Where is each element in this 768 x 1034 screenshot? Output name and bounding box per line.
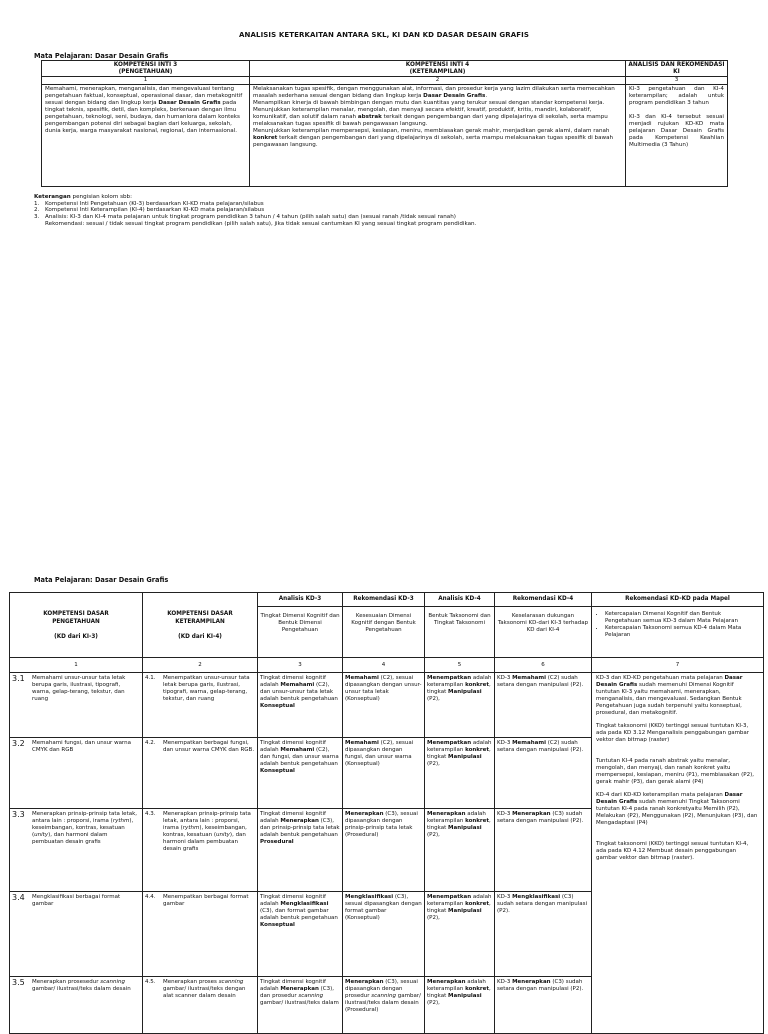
subheader: Bentuk Taksonomi dan Tingkat Taksonomi	[425, 607, 495, 658]
kd3-cell	[10, 673, 143, 738]
recommendation-paragraph: KD-3 dan KD-KD pengetahuan mata pelajaran Dasar Desain Grafis sudah memenuhi Dimensi Kognitif tuntutan KI-3 yaitu memahami, menerapkan, menganalisis, dan mengevaluasi. Sedangkan Bentuk Pengetahuan juga sudah terpenuhi yaitu konseptual, prosedural, dan metakognitif.	[596, 675, 743, 716]
analysis-kd4-cell	[425, 892, 495, 977]
kd4-cell-text: Menerapkan proses scanning gambar/ ilustrasi/teks dengan alat scanner dalam desain	[163, 979, 246, 999]
column-number: 2	[250, 77, 626, 84]
kd4-cell-text: Menempatkan berbagai fungsi, dan unsur warna CMYK dan RGB.	[163, 740, 255, 753]
recommendation-paragraph: Tingkat taksonomi (KKO) tertinggi sesuai tuntutan KI-4, ada pada KD 4.12 Membuat desain penggabungan gambar vektor dan bitmap (raster).	[596, 840, 749, 861]
kd4-cell	[143, 977, 258, 1034]
kd3-cell	[10, 738, 143, 809]
kd3-cell-number: 3.3	[12, 810, 25, 819]
kd4-cell-text: Menempatkan unsur-unsur tata letak berupa garis, ilustrasi, tipografi, warna, gelap-terang, tekstur, dan ruang	[163, 675, 250, 702]
kd3-cell-text: Mengklasifikasi berbagai format gambar	[32, 894, 121, 907]
paragraph: Menampilkan kinerja di bawah bimbingan dengan mutu dan kuantitas yang terukur sesuai dengan standar kompetensi kerja.	[253, 99, 605, 106]
recommendation-mapel-header: Rekomendasi KD-KD pada Mapel	[592, 593, 764, 607]
analysis-kd4-cell	[425, 977, 495, 1034]
recommendation-kd4-cell-text: KD-3 Mengklasifikasi (C3) sudah setara dengan manipulasi (P2).	[497, 894, 588, 914]
note-extra: Rekomendasi: sesuai / tidak sesuai tingkat program pendidikan (pilih salah satu), jika tidak sesuai cantumkan KI yang sesuai tingkat program pendidikan.	[45, 220, 477, 227]
analysis-kd4-cell-text: Menempatkan adalah keterampilan konkret, tingkat Manipulasi (P2),	[427, 675, 492, 702]
recommendation-kd3-cell-text: Mengklasifikasi (C3), sesuai dipasangkan dengan format gambar (Konseptual)	[345, 894, 422, 921]
subheader: Keselarasan dukungan Taksonomi KD-dari KI-3 terhadap KD dari KI-4	[495, 607, 592, 658]
column-number: 1	[42, 77, 250, 84]
analysis-kd3-cell	[258, 809, 343, 892]
note-text: Analisis: KI-3 dan KI-4 mata pelajaran untuk tingkat program pendidikan 3 tahun / 4 tahun (pilih salah satu) dan (sesuai ranah /tidak sesuai ranah)	[45, 214, 456, 221]
paragraph: KI-3 dan KI-4 tersebut sesuai menjadi rujukan KD-KD mata pelajaran Dasar Desain Grafis pada Kompetensi Keahlian Multimedia (3 Tahun)	[629, 113, 724, 148]
notes-label: Keterangan	[34, 194, 71, 200]
recommendation-kd3-cell	[343, 977, 425, 1034]
analysis-kd3-cell	[258, 673, 343, 738]
kd3-cell-number: 3.1	[12, 674, 25, 683]
kd3-cell	[10, 977, 143, 1034]
analysis-kd3-cell-text: Tingkat dimensi kognitif adalah Mengklasifikasi (C3), dan format gambar adalah bentuk pengetahuan Konseptual	[260, 894, 338, 928]
kd3-cell	[10, 809, 143, 892]
recommendation-kd3-cell-text: Memahami (C2), sesuai dipasangkan dengan unsur-unsur tata letak (Konseptual)	[345, 675, 422, 702]
kd4-cell	[143, 892, 258, 977]
column-number: 1	[10, 658, 143, 673]
note-number: 1.	[34, 200, 40, 207]
kd3-cell-text: Menerapkan prinsip-prinsip tata letak, antara lain : proporsi, irama (rythm), keseimbangan, kontras, kesatuan (unity), dan harmoni dalam pembuatan desain grafis	[32, 811, 138, 845]
kd4-cell	[143, 673, 258, 738]
kd4-cell-number: 4.2.	[145, 740, 156, 746]
recommendation-kd4-cell-text: KD-3 Menerapkan (C3) sudah setara dengan manipulasi (P2).	[497, 979, 584, 992]
kd4-cell-number: 4.3.	[145, 811, 156, 817]
kd3-cell-number: 3.5	[12, 978, 25, 987]
analysis-kd3-cell	[258, 892, 343, 977]
recommendation-kd4-cell	[495, 892, 592, 977]
subheader: Kesesuaian Dimensi Kognitif dengan Bentuk Pengetahuan	[343, 607, 425, 658]
analysis-kd4-cell	[425, 673, 495, 738]
analysis-kd4-header: Analisis KD-4	[425, 593, 495, 607]
kd4-cell	[143, 738, 258, 809]
notes-section	[34, 194, 734, 228]
analysis-kd4-cell-text: Menerapkan adalah keterampilan konkret, tingkat Manipulasi (P2),	[427, 979, 491, 1006]
analysis-kd3-cell-text: Tingkat dimensi kognitif adalah Menerapkan (C3), dan prosedur scanning gambar/ ilustrasi/teks dalam	[260, 979, 339, 1006]
analysis-kd3-header: Analisis KD-3	[258, 593, 343, 607]
subject-label: Mata Pelajaran: Dasar Desain Grafis	[34, 576, 169, 584]
analysis-kd3-cell	[258, 977, 343, 1034]
kd3-cell-number: 3.2	[12, 739, 25, 748]
column-number: 6	[495, 658, 592, 673]
note-text: Kompetensi Inti Pengetahuan (KI-3) berdasarkan KI-KD mata pelajaran/silabus	[45, 200, 264, 207]
recommendation-kd4-cell-text: KD-3 Menerapkan (C3) sudah setara dengan manipulasi (P2).	[497, 811, 584, 824]
column-number: 2	[143, 658, 258, 673]
recommendation-paragraph: Tingkat taksonomi (KKO) tertinggi sesuai tuntutan KI-3, ada pada KD 3.12 Menganalisis penggabungan gambar vektor dan bitmap (raster)	[596, 723, 750, 744]
note-number: 2.	[34, 207, 40, 214]
ki4-text	[250, 84, 626, 186]
kd4-cell-text: Menerapkan prinsip-prinsip tata letak, antara lain : proporsi, irama (rythm), keseimbangan, kontras, kesatuan (unity), dan harmoni dalam pembuatan desain grafis	[163, 811, 251, 852]
note-item	[34, 201, 734, 208]
kd4-cell	[143, 809, 258, 892]
recommendation-kd4-cell	[495, 738, 592, 809]
notes-label-rest: pengisian kolom sbb:	[70, 194, 132, 200]
analysis-kd3-cell	[258, 738, 343, 809]
kd4-header: KOMPETENSI DASAR KETERAMPILAN (KD dari KI-4)	[143, 593, 258, 658]
recommendation-kd3-cell	[343, 673, 425, 738]
kd3-cell-text: Memahami unsur-unsur tata letak berupa garis, ilustrasi, tipografi, warna, gelap-terang, tekstur, dan ruang	[32, 675, 126, 702]
kd3-cell	[10, 892, 143, 977]
note-item	[34, 214, 734, 221]
ki-analysis-text	[626, 84, 728, 186]
paragraph: Melaksanakan tugas spesifik, dengan menggunakan alat, informasi, dan prosedur kerja yang lazim dilakukan serta memecahkan masalah sederhana sesuai dengan bidang dan lingkup kerja Dasar Desain Grafis.	[253, 85, 615, 99]
column-number: 5	[425, 658, 495, 673]
recommendation-kd4-cell	[495, 673, 592, 738]
kd4-cell-number: 4.4.	[145, 894, 156, 900]
kd3-header: KOMPETENSI DASAR PENGETAHUAN (KD dari KI-3)	[10, 593, 143, 658]
kd4-cell-text: Menempatkan berbagai format gambar	[163, 894, 249, 907]
subheader-list	[592, 607, 764, 658]
kd4-cell-number: 4.5.	[145, 979, 156, 985]
column-number: 4	[343, 658, 425, 673]
analysis-kd3-cell-text: Tingkat dimensi kognitif adalah Memahami (C2), dan fungsi, dan unsur warna adalah bentuk pengetahuan Konseptual	[260, 740, 339, 774]
kd4-cell-number: 4.1.	[145, 675, 156, 681]
subject-label: Mata Pelajaran: Dasar Desain Grafis	[34, 52, 169, 60]
kd-row	[10, 673, 764, 738]
recommendation-kd3-cell-text: Menerapkan (C3), sesuai dipasangkan dengan prosedur scanning gambar/ ilustrasi/teks dalam desain (Prosedural)	[345, 979, 421, 1013]
analysis-kd4-cell	[425, 738, 495, 809]
recommendation-paragraph: KD-4 dari KD-KD keterampilan mata pelajaran Dasar Desain Grafis sudah memenuhi Tingkat Taksonomi tuntutan KI-4 pada ranah konkretyaitu Memilih (P2), Melakukan (P2), Menggunakan (P2), Menunjukan (P3), dan Mengadaptasi (P4)	[596, 792, 758, 826]
recommendation-mapel-cell	[592, 673, 764, 1034]
analysis-kd4-cell-text: Menempatkan adalah keterampilan konkret, tingkat Manipulasi (P2),	[427, 740, 492, 767]
recommendation-kd3-cell-text: Menerapkan (C3), sesuai dipasangkan dengan prinsip-prinsip tata letak (Prosedural)	[345, 811, 418, 838]
kd3-cell-number: 3.4	[12, 893, 25, 902]
analysis-kd4-cell-text: Menerapkan adalah keterampilan konkret, tingkat Manipulasi (P2),	[427, 811, 491, 838]
analysis-kd4-cell	[425, 809, 495, 892]
column-number: 3	[258, 658, 343, 673]
analysis-kd3-cell-text: Tingkat dimensi kognitif adalah Memahami (C2), dan unsur-unsur tata letak adalah bentuk pengetahuan Konseptual	[260, 675, 338, 709]
recommendation-kd3-header: Rekomendasi KD-3	[343, 593, 425, 607]
recommendation-kd4-cell	[495, 977, 592, 1034]
kd3-cell-text: Memahami fungsi, dan unsur warna CMYK dan RGB	[32, 740, 131, 753]
recommendation-kd4-cell-text: KD-3 Memahami (C2) sudah setara dengan manipulasi (P2).	[497, 740, 584, 753]
subheader: Tingkat Dimensi Kognitif dan Bentuk Dimensi Pengetahuan	[258, 607, 343, 658]
recommendation-kd4-cell-text: KD-3 Memahami (C2) sudah setara dengan manipulasi (P2).	[497, 675, 584, 688]
recommendation-kd4-header: Rekomendasi KD-4	[495, 593, 592, 607]
subheader-list-item: • Ketercapaian Dimensi Kognitif dan Bentuk Pengetahuan semua KD-3 dalam Mata Pelajaran	[605, 611, 759, 625]
recommendation-kd4-cell	[495, 809, 592, 892]
kd-analysis-table	[9, 592, 764, 1034]
paragraph: KI-3 pengetahuan dan KI-4 keterampilan; adalah untuk program pendidikan 3 tahun	[629, 85, 724, 106]
recommendation-kd3-cell-text: Memahami (C2), sesuai dipasangkan dengan fungsi, dan unsur warna (Konseptual)	[345, 740, 414, 767]
ki3-header: KOMPETENSI INTI 3 (PENGETAHUAN)	[42, 61, 250, 77]
ki-analysis-table	[41, 60, 728, 187]
note-number: 3.	[34, 214, 40, 221]
recommendation-kd3-cell	[343, 738, 425, 809]
recommendation-paragraph: Tuntutan KI-4 pada ranah abstrak yaitu menalar, mengolah, dan menyaji, dan ranah konkret yaitu mempersepsi, kesiapan, meniru (P1), membiasakan (P2), gerak mahir (P3), dan gerak alami (P4)	[596, 757, 754, 785]
kd3-cell-text: Menerapkan prosesedur scanning gambar/ ilustrasi/teks dalam desain	[32, 979, 131, 992]
document-title: ANALISIS KETERKAITAN ANTARA SKL, KI DAN KD DASAR DESAIN GRAFIS	[239, 31, 529, 39]
paragraph: Menunjukkan keterampilan mempersepsi, kesiapan, meniru, membiasakan gerak mahir, menjadikan gerak alami, dalam ranah konkret terkait dengan pengembangan dari yang dipelajarinya di sekolah, serta mampu melaksanakan tugas spesifik di bawah pengawasan langsung.	[253, 127, 614, 148]
analysis-kd4-cell-text: Menempatkan adalah keterampilan konkret, tingkat Manipulasi (P2),	[427, 894, 492, 921]
paragraph: Menunjukkan keterampilan menalar, mengolah, dan menyaji secara efektif, kreatif, produktif, kritis, mandiri, kolaboratif, komunikatif, dan solutif dalam ranah abstrak terkait dengan pengembangan dari yang dipelajarinya di sekolah, serta mampu melaksanakan tugas spesifik di bawah pengawasan langsung.	[253, 106, 608, 127]
recommendation-kd3-cell	[343, 892, 425, 977]
subheader-list-item: • Ketercapaian Taksonomi semua KD-4 dalam Mata Pelajaran	[605, 625, 759, 639]
analysis-kd3-cell-text: Tingkat dimensi kognitif adalah Menerapkan (C3), dan prinsip-prinsip tata letak adalah bentuk pengetahuan Prosedural	[260, 811, 340, 845]
ki4-header: KOMPETENSI INTI 4 (KETERAMPILAN)	[250, 61, 626, 77]
note-item	[34, 207, 734, 214]
ki3-text: Memahami, menerapkan, menganalisis, dan mengevaluasi tentang pengetahuan faktual, konseptual, operasional dasar, dan metakognitif sesuai dengan bidang dan lingkup kerja Dasar Desain Grafis pada tingkat teknis, spesifik, detil, dan kompleks, berkenaan dengan ilmu pengetahuan, teknologi, seni, budaya, dan humaniora dalam konteks pengembangan potensi diri sebagai bagian dari keluarga, sekolah, dunia kerja, warga masyarakat nasional, regional, dan internasional.	[42, 84, 250, 186]
recommendation-kd3-cell	[343, 809, 425, 892]
column-number: 3	[626, 77, 728, 84]
note-text: Kompetensi Inti Keterampilan (KI-4) berdasarkan KI-KD mata pelajaran/silabus	[45, 207, 265, 214]
column-number: 7	[592, 658, 764, 673]
analysis-header: ANALISIS DAN REKOMENDASI KI	[626, 61, 728, 77]
